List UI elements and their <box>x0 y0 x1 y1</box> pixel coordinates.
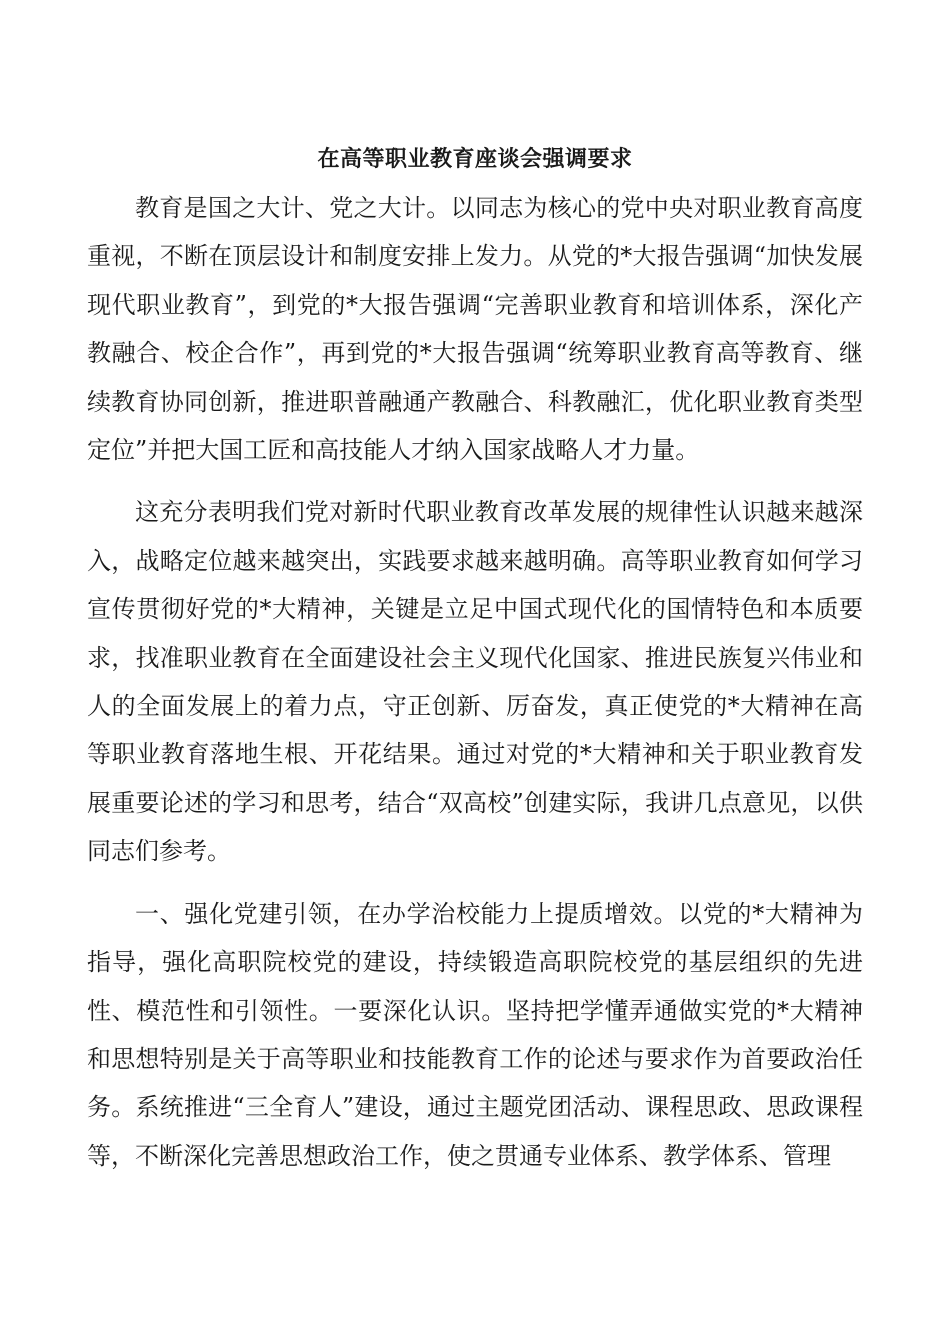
paragraph-2: 这充分表明我们党对新时代职业教育改革发展的规律性认识越来越深入，战略定位越来越突出，实践要求越来越明确。高等职业教育如何学习宣传贯彻好党的*大精神，关键是立足中国式现代化的国情特色和本质要求，找准职业教育在全面建设社会主义现代化国家、推进民族复兴伟业和人的全面发展上的着力点，守正创新、厉奋发，真正使党的*大精神在高等职业教育落地生根、开花结果。通过对党的*大精神和关于职业教育发展重要论述的学习和思考，结合“双高校”创建实际，我讲几点意见，以供同志们参考。 <box>87 498 863 866</box>
document-title: 在高等职业教育座谈会强调要求 <box>317 146 633 172</box>
paragraph-1: 教育是国之大计、党之大计。以同志为核心的党中央对职业教育高度重视，不断在顶层设计和制度安排上发力。从党的*大报告强调“加快发展现代职业教育”，到党的*大报告强调“完善职业教育和培训体系，深化产教融合、校企合作”，再到党的*大报告强调“统筹职业教育高等教育、继续教育协同创新，推进职普融通产教融合、科教融汇，优化职业教育类型定位”并把大国工匠和高技能人才纳入国家战略人才力量。 <box>87 194 863 465</box>
paragraph-3: 一、强化党建引领，在办学治校能力上提质增效。以党的*大精神为指导，强化高职院校党的建设，持续锻造高职院校党的基层组织的先进性、模范性和引领性。一要深化认识。坚持把学懂弄通做实党的*大精神和思想特别是关于高等职业和技能教育工作的论述与要求作为首要政治任务。系统推进“三全育人”建设，通过主题党团活动、课程思政、思政课程等，不断深化完善思想政治工作，使之贯通专业体系、教学体系、管理 <box>87 899 863 1170</box>
document-page <box>87 140 863 1194</box>
